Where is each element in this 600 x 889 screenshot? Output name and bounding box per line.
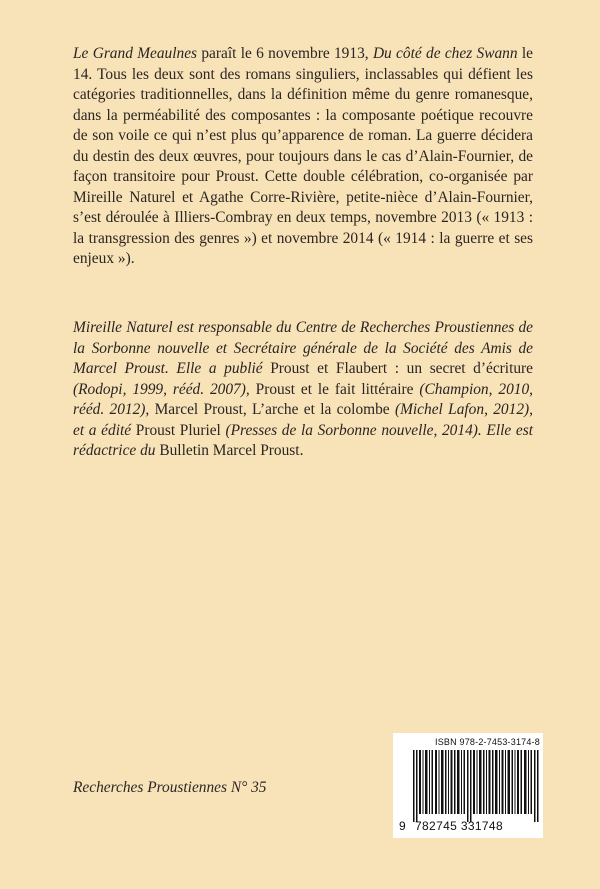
bio-work-bulletin-marcel-proust: Bulletin Marcel Proust: [159, 442, 300, 459]
bio-work-proust-et-flaubert: Proust et Flaubert : un secret d’écriture: [270, 360, 533, 377]
author-biography: [73, 318, 533, 462]
bio-final-punctuation: .: [299, 442, 304, 459]
book-title-du-cote-de-chez-swann: Du côté de chez Swann: [372, 45, 518, 62]
bio-work-marcel-proust-arche-colombe: Marcel Proust, L’arche et la colombe: [154, 401, 390, 418]
bio-italic-segment-5: (Presses de la Sorbonne nouvelle, 2014). Elle est rédactrice du: [73, 421, 533, 459]
back-cover-blurb: [73, 44, 533, 270]
barcode-graphic: [413, 750, 539, 824]
book-title-le-grand-meaulnes: Le Grand Meaulnes: [73, 45, 198, 62]
blurb-text-segment-1: paraît le 6 novembre 1913,: [197, 45, 373, 62]
blurb-text-segment-2: le 14. Tous les deux sont des romans singuliers, inclassables qui défient les catégories traditionnelles, dans la définition même du genre romanesque, dans la perméabilité des composantes : la composante poétique recouvre de son voile ce qui n’est plus qu’apparence de roman. La guerre décidera du destin des deux œuvres, pour toujours dans le cas d’Alain-Fournier, de façon transitoire pour Proust. Cette double célébration, co-organisée par Mireille Naturel et Agathe Corre-Rivière, petite-nièce d’Alain-Fournier, s’est déroulée à Illiers-Combray en deux temps, novembre 2013 (« 1913 : la transgression des genres ») et novembre 2014 (« 1914 : la guerre et ses enjeux »).: [73, 45, 533, 267]
barcode-lead-digit: 9: [399, 819, 406, 833]
isbn-barcode-box: [393, 733, 543, 838]
bio-italic-segment-1: Mireille Naturel est responsable du Centre de Recherches Proustiennes de la Sorbonne nouvelle et Secrétaire générale de la Société des Amis de Marcel Proust. Elle a publié: [73, 319, 533, 377]
bio-work-proust-et-le-fait-litteraire: Proust et le fait littéraire: [255, 380, 414, 398]
isbn-label: ISBN 978-2-7453-3174-8: [435, 737, 540, 747]
barcode-digits: 782745 331748: [415, 819, 503, 833]
series-title: Recherches Proustiennes N° 35: [73, 779, 267, 796]
bio-italic-segment-2: (Rodopi, 1999, rééd. 2007),: [73, 380, 256, 398]
bio-italic-segment-4: (Michel Lafon, 2012), et a édité: [73, 401, 533, 439]
bio-italic-segment-3: (Champion, 2010, rééd. 2012),: [73, 380, 533, 418]
bio-work-proust-pluriel: Proust Pluriel: [135, 421, 221, 439]
barcode-number: [393, 819, 543, 833]
